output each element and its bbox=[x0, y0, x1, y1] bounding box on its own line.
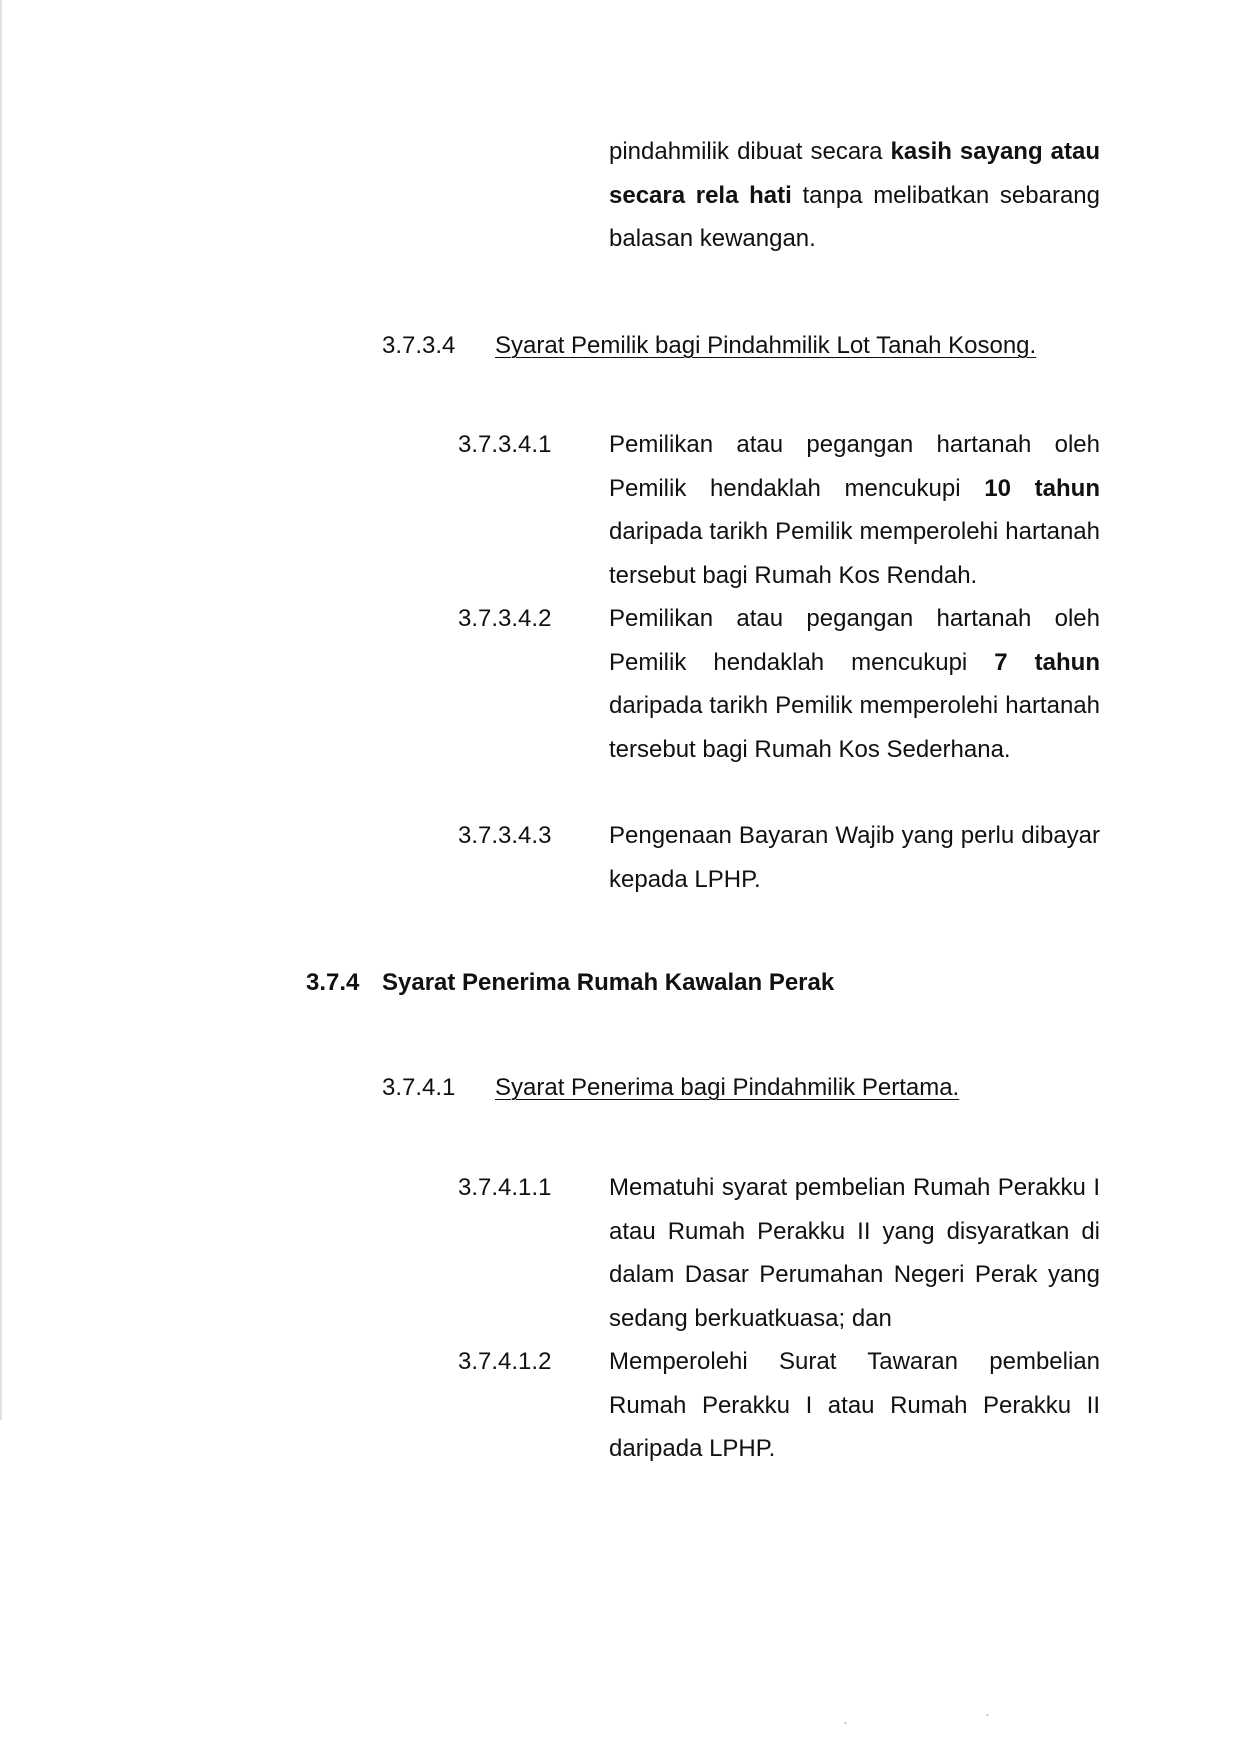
section-37412-paragraph bbox=[609, 1340, 1100, 1471]
intro-text-2: tanpa melibatkan sebarang balasan kewangan. bbox=[609, 181, 1100, 252]
section-37411-paragraph bbox=[609, 1166, 1100, 1340]
section-3741-number: 3.7.4.1 bbox=[382, 1074, 456, 1101]
scan-speck bbox=[844, 1722, 847, 1724]
section-37343-text: Pengenaan Bayaran Wajib yang perlu dibayar kepada LPHP. bbox=[609, 822, 1100, 893]
section-37412-text: Memperolehi Surat Tawaran pembelian Rumah Perakku I atau Rumah Perakku II daripada LPHP. bbox=[609, 1348, 1100, 1462]
section-37342-text-1: Pemilikan atau pegangan hartanah oleh Pemilik hendaklah mencukupi bbox=[609, 605, 1100, 676]
section-37412-number: 3.7.4.1.2 bbox=[458, 1348, 552, 1375]
section-37343-number: 3.7.3.4.3 bbox=[458, 822, 552, 849]
section-37341-bold: 10 tahun bbox=[984, 474, 1100, 502]
section-3734-number: 3.7.3.4 bbox=[382, 332, 456, 359]
page-edge-shadow bbox=[0, 0, 3, 1420]
section-37341-text-2: daripada tarikh Pemilik memperolehi hartanah tersebut bagi Rumah Kos Rendah. bbox=[609, 518, 1100, 589]
scan-speck bbox=[986, 1714, 989, 1716]
intro-text-1: pindahmilik dibuat secara bbox=[609, 138, 891, 165]
section-374-heading bbox=[306, 963, 359, 1003]
section-3734-heading bbox=[382, 326, 455, 366]
section-37342-text-2: daripada tarikh Pemilik memperolehi hartanah tersebut bagi Rumah Kos Sederhana. bbox=[609, 692, 1100, 763]
intro-paragraph bbox=[609, 130, 1100, 261]
section-37342-bold: 7 tahun bbox=[994, 648, 1100, 676]
intro-bold: kasih sayang atau secara rela hati bbox=[609, 138, 1100, 209]
section-3741-title: Syarat Penerima bagi Pindahmilik Pertama. bbox=[495, 1074, 960, 1101]
section-37342-number: 3.7.3.4.2 bbox=[458, 605, 552, 632]
section-37343-paragraph bbox=[609, 814, 1100, 901]
section-374-number: 3.7.4 bbox=[306, 969, 360, 996]
section-37341-paragraph bbox=[609, 423, 1100, 597]
section-37341-number: 3.7.3.4.1 bbox=[458, 431, 552, 458]
section-37342-paragraph bbox=[609, 597, 1100, 771]
section-37411-number: 3.7.4.1.1 bbox=[458, 1174, 552, 1201]
section-37411-text: Mematuhi syarat pembelian Rumah Perakku I atau Rumah Perakku II yang disyaratkan di dalam Dasar Perumahan Negeri Perak yang sedang berkuatkuasa; dan bbox=[609, 1174, 1100, 1332]
section-3734-title: Syarat Pemilik bagi Pindahmilik Lot Tanah Kosong. bbox=[495, 332, 1037, 359]
section-374-title: Syarat Penerima Rumah Kawalan Perak bbox=[382, 969, 835, 996]
section-3741-heading bbox=[382, 1068, 455, 1108]
section-3741-title-wrap bbox=[495, 1068, 959, 1108]
section-3734-title-wrap bbox=[495, 326, 1036, 366]
section-374-title-wrap bbox=[382, 963, 834, 1003]
section-37341-text-1: Pemilikan atau pegangan hartanah oleh Pemilik hendaklah mencukupi bbox=[609, 431, 1100, 502]
